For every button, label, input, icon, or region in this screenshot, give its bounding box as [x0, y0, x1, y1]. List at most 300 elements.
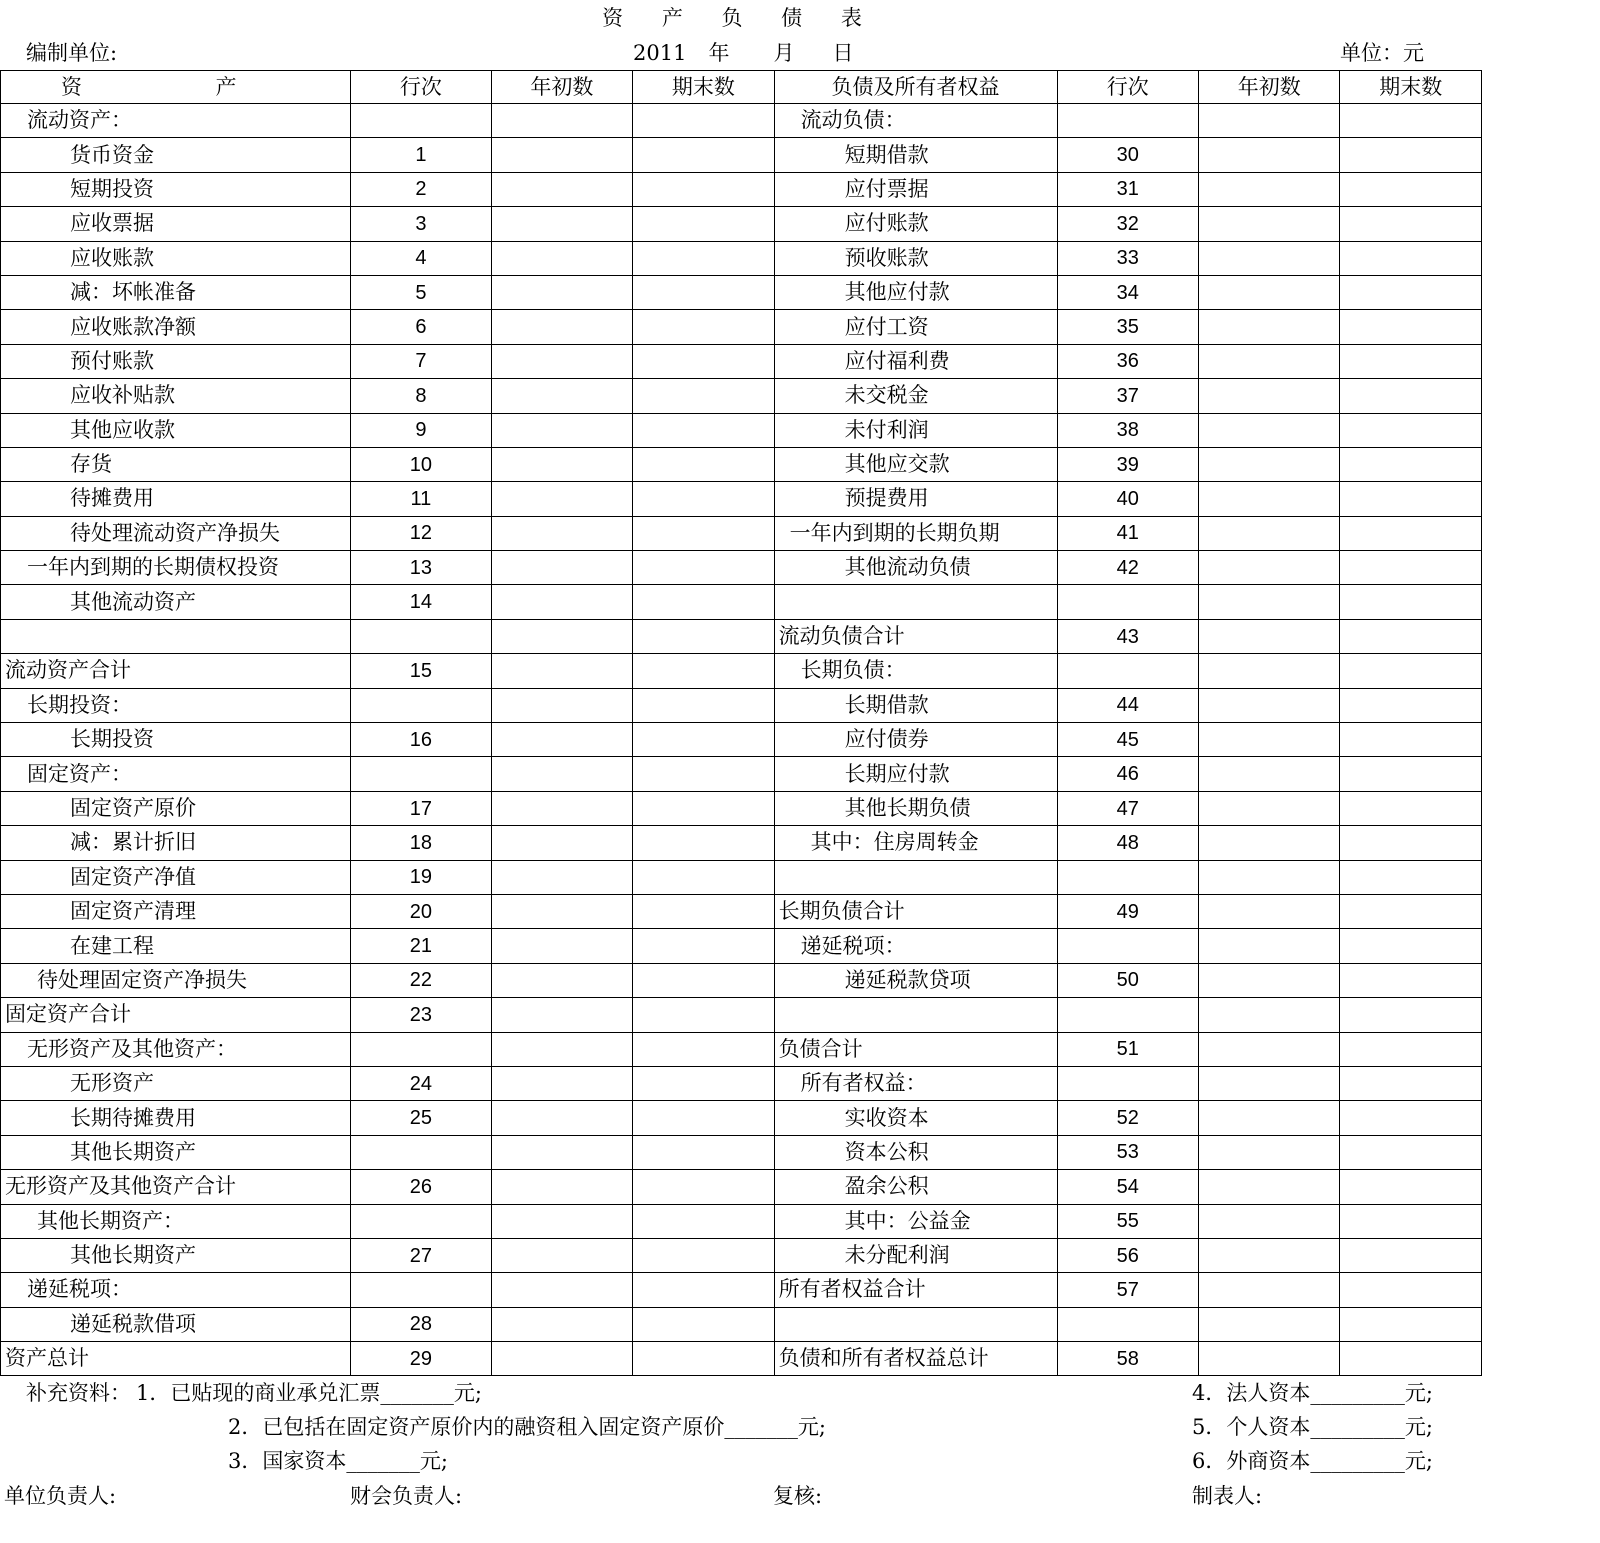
table-row [1, 757, 1482, 791]
liability-begin-value[interactable] [1199, 551, 1340, 585]
liability-begin-value[interactable] [1199, 482, 1340, 516]
liability-name: 其他流动负债 [774, 551, 1057, 585]
liability-name: 所有者权益合计 [774, 1273, 1057, 1307]
liability-name [774, 860, 1057, 894]
liability-name: 递延税款贷项 [774, 963, 1057, 997]
liability-end-value[interactable] [1340, 723, 1482, 757]
asset-row-no: 25 [351, 1101, 491, 1135]
asset-end-value[interactable] [633, 241, 774, 275]
liability-begin-value[interactable] [1199, 516, 1340, 550]
liability-begin-value[interactable] [1199, 1101, 1340, 1135]
asset-row-no: 27 [351, 1238, 491, 1272]
sign-preparer: 制表人: [1192, 1484, 1263, 1508]
asset-begin-value[interactable] [491, 1238, 632, 1272]
liability-end-value[interactable] [1340, 172, 1482, 206]
liability-name: 应付工资 [774, 310, 1057, 344]
liability-end-value[interactable] [1340, 1032, 1482, 1066]
asset-end-value[interactable] [633, 1307, 774, 1341]
liability-name: 未分配利润 [774, 1238, 1057, 1272]
asset-row-no: 26 [351, 1170, 491, 1204]
liability-begin-value[interactable] [1199, 241, 1340, 275]
liability-end-value[interactable] [1340, 826, 1482, 860]
asset-row-no: 2 [351, 172, 491, 206]
asset-name: 一年内到期的长期债权投资 [1, 551, 351, 585]
sign-reviewer: 复核: [773, 1484, 823, 1508]
liability-name: 其他应付款 [774, 275, 1057, 309]
asset-end-value[interactable] [633, 104, 774, 138]
liability-row-no [1057, 654, 1198, 688]
liability-end-value[interactable] [1340, 310, 1482, 344]
header-begin-2: 年初数 [1199, 71, 1340, 104]
liability-row-no [1057, 1307, 1198, 1341]
asset-end-value[interactable] [633, 963, 774, 997]
table-row [1, 929, 1482, 963]
asset-begin-value[interactable] [491, 551, 632, 585]
asset-name: 其他应收款 [1, 413, 351, 447]
liability-begin-value[interactable] [1199, 379, 1340, 413]
liability-begin-value[interactable] [1199, 104, 1340, 138]
liability-row-no: 44 [1057, 688, 1198, 722]
supplement-item-5: 5．个人资本_________元; [1192, 1415, 1433, 1439]
table-row [1, 138, 1482, 172]
asset-row-no: 18 [351, 826, 491, 860]
liability-row-no: 33 [1057, 241, 1198, 275]
asset-name: 待处理固定资产净损失 [1, 963, 351, 997]
supplement-item-4: 4．法人资本_________元; [1192, 1381, 1433, 1405]
liability-row-no: 48 [1057, 826, 1198, 860]
liability-end-value[interactable] [1340, 688, 1482, 722]
liability-name: 短期借款 [774, 138, 1057, 172]
header-row-no: 行次 [351, 71, 491, 104]
liability-name: 其他长期负债 [774, 791, 1057, 825]
asset-name: 在建工程 [1, 929, 351, 963]
liability-row-no: 30 [1057, 138, 1198, 172]
table-row [1, 551, 1482, 585]
asset-begin-value[interactable] [491, 791, 632, 825]
liability-end-value[interactable] [1340, 447, 1482, 481]
asset-row-no: 5 [351, 275, 491, 309]
liability-begin-value[interactable] [1199, 1238, 1340, 1272]
asset-end-value[interactable] [633, 688, 774, 722]
table-row [1, 344, 1482, 378]
asset-end-value[interactable] [633, 654, 774, 688]
org-label: 编制单位: [26, 41, 118, 65]
liability-row-no: 46 [1057, 757, 1198, 791]
asset-begin-value[interactable] [491, 516, 632, 550]
liability-end-value[interactable] [1340, 1204, 1482, 1238]
liability-end-value[interactable] [1340, 104, 1482, 138]
asset-begin-value[interactable] [491, 998, 632, 1032]
asset-begin-value[interactable] [491, 1101, 632, 1135]
asset-begin-value[interactable] [491, 929, 632, 963]
asset-row-no: 28 [351, 1307, 491, 1341]
asset-row-no [351, 1273, 491, 1307]
liability-begin-value[interactable] [1199, 894, 1340, 928]
asset-row-no: 16 [351, 723, 491, 757]
liability-end-value[interactable] [1340, 1135, 1482, 1169]
table-row [1, 1032, 1482, 1066]
table-row [1, 1101, 1482, 1135]
liability-end-value[interactable] [1340, 963, 1482, 997]
liability-end-value[interactable] [1340, 791, 1482, 825]
asset-end-value[interactable] [633, 207, 774, 241]
asset-end-value[interactable] [633, 826, 774, 860]
liability-row-no: 43 [1057, 619, 1198, 653]
liability-end-value[interactable] [1340, 1170, 1482, 1204]
asset-begin-value[interactable] [491, 860, 632, 894]
asset-row-no: 12 [351, 516, 491, 550]
asset-row-no [351, 688, 491, 722]
table-row [1, 1307, 1482, 1341]
liability-end-value[interactable] [1340, 1342, 1482, 1376]
asset-row-no: 15 [351, 654, 491, 688]
table-row [1, 379, 1482, 413]
supplement-item-1: 1．已贴现的商业承兑汇票_______元; [136, 1381, 482, 1405]
liability-row-no: 38 [1057, 413, 1198, 447]
liability-end-value[interactable] [1340, 1066, 1482, 1100]
header-liability: 负债及所有者权益 [774, 71, 1057, 104]
liability-begin-value[interactable] [1199, 585, 1340, 619]
liability-end-value[interactable] [1340, 929, 1482, 963]
liability-begin-value[interactable] [1199, 791, 1340, 825]
liability-row-no: 54 [1057, 1170, 1198, 1204]
asset-begin-value[interactable] [491, 1307, 632, 1341]
liability-name: 流动负债合计 [774, 619, 1057, 653]
asset-end-value[interactable] [633, 447, 774, 481]
table-row [1, 894, 1482, 928]
supplement-label: 补充资料： [26, 1381, 131, 1405]
liability-name: 应付福利费 [774, 344, 1057, 378]
liability-row-no: 39 [1057, 447, 1198, 481]
asset-name: 流动资产： [1, 104, 351, 138]
date-day-label: 日 [832, 41, 854, 65]
asset-end-value[interactable] [633, 860, 774, 894]
asset-begin-value[interactable] [491, 1170, 632, 1204]
liability-end-value[interactable] [1340, 585, 1482, 619]
asset-begin-value[interactable] [491, 1032, 632, 1066]
liability-begin-value[interactable] [1199, 1273, 1340, 1307]
header-end: 期末数 [633, 71, 774, 104]
asset-begin-value[interactable] [491, 723, 632, 757]
header-end-2: 期末数 [1340, 71, 1482, 104]
asset-row-no: 17 [351, 791, 491, 825]
asset-end-value[interactable] [633, 138, 774, 172]
table-row [1, 413, 1482, 447]
asset-end-value[interactable] [633, 619, 774, 653]
liability-begin-value[interactable] [1199, 1204, 1340, 1238]
liability-end-value[interactable] [1340, 894, 1482, 928]
liability-begin-value[interactable] [1199, 310, 1340, 344]
liability-row-no [1057, 1066, 1198, 1100]
asset-end-value[interactable] [633, 310, 774, 344]
liability-end-value[interactable] [1340, 241, 1482, 275]
liability-begin-value[interactable] [1199, 447, 1340, 481]
asset-end-value[interactable] [633, 482, 774, 516]
liability-row-no [1057, 929, 1198, 963]
liability-row-no: 32 [1057, 207, 1198, 241]
asset-end-value[interactable] [633, 757, 774, 791]
table-row [1, 585, 1482, 619]
asset-end-value[interactable] [633, 1101, 774, 1135]
liability-row-no: 45 [1057, 723, 1198, 757]
asset-name: 减：坏帐准备 [1, 275, 351, 309]
liability-name: 实收资本 [774, 1101, 1057, 1135]
asset-end-value[interactable] [633, 1135, 774, 1169]
asset-end-value[interactable] [633, 275, 774, 309]
asset-name: 长期待摊费用 [1, 1101, 351, 1135]
sign-unit-head: 单位负责人: [4, 1484, 117, 1508]
asset-end-value[interactable] [633, 551, 774, 585]
asset-end-value[interactable] [633, 1342, 774, 1376]
asset-end-value[interactable] [633, 379, 774, 413]
liability-begin-value[interactable] [1199, 413, 1340, 447]
asset-end-value[interactable] [633, 172, 774, 206]
liability-begin-value[interactable] [1199, 929, 1340, 963]
asset-begin-value[interactable] [491, 654, 632, 688]
liability-end-value[interactable] [1340, 1101, 1482, 1135]
asset-begin-value[interactable] [491, 1066, 632, 1100]
asset-end-value[interactable] [633, 791, 774, 825]
liability-row-no: 40 [1057, 482, 1198, 516]
liability-begin-value[interactable] [1199, 1342, 1340, 1376]
asset-begin-value[interactable] [491, 379, 632, 413]
liability-name: 一年内到期的长期负期 [774, 516, 1057, 550]
liability-row-no: 42 [1057, 551, 1198, 585]
liability-row-no [1057, 860, 1198, 894]
asset-begin-value[interactable] [491, 585, 632, 619]
liability-end-value[interactable] [1340, 757, 1482, 791]
liability-row-no: 34 [1057, 275, 1198, 309]
liability-begin-value[interactable] [1199, 275, 1340, 309]
liability-end-value[interactable] [1340, 1307, 1482, 1341]
asset-name: 应收账款净额 [1, 310, 351, 344]
liability-row-no: 49 [1057, 894, 1198, 928]
asset-name: 货币资金 [1, 138, 351, 172]
asset-begin-value[interactable] [491, 1135, 632, 1169]
liability-name: 应付债券 [774, 723, 1057, 757]
liability-begin-value[interactable] [1199, 138, 1340, 172]
table-row [1, 447, 1482, 481]
liability-name: 负债合计 [774, 1032, 1057, 1066]
asset-name: 应收补贴款 [1, 379, 351, 413]
liability-begin-value[interactable] [1199, 998, 1340, 1032]
liability-name: 长期负债合计 [774, 894, 1057, 928]
liability-end-value[interactable] [1340, 413, 1482, 447]
liability-name: 未付利润 [774, 413, 1057, 447]
header-row-no-2: 行次 [1057, 71, 1198, 104]
liability-begin-value[interactable] [1199, 826, 1340, 860]
liability-begin-value[interactable] [1199, 344, 1340, 378]
asset-begin-value[interactable] [491, 963, 632, 997]
liability-name: 所有者权益： [774, 1066, 1057, 1100]
liability-begin-value[interactable] [1199, 688, 1340, 722]
liability-begin-value[interactable] [1199, 723, 1340, 757]
asset-name: 长期投资： [1, 688, 351, 722]
liability-name: 其中：公益金 [774, 1204, 1057, 1238]
asset-row-no: 8 [351, 379, 491, 413]
liability-begin-value[interactable] [1199, 1066, 1340, 1100]
liability-begin-value[interactable] [1199, 619, 1340, 653]
asset-end-value[interactable] [633, 1273, 774, 1307]
table-row [1, 654, 1482, 688]
table-row [1, 1238, 1482, 1272]
liability-row-no: 52 [1057, 1101, 1198, 1135]
liability-begin-value[interactable] [1199, 654, 1340, 688]
liability-begin-value[interactable] [1199, 1135, 1340, 1169]
liability-end-value[interactable] [1340, 516, 1482, 550]
table-row [1, 1342, 1482, 1376]
liability-row-no: 58 [1057, 1342, 1198, 1376]
asset-begin-value[interactable] [491, 482, 632, 516]
liability-row-no: 53 [1057, 1135, 1198, 1169]
unit-label: 单位：元 [1340, 41, 1424, 65]
asset-name: 存货 [1, 447, 351, 481]
sign-finance-head: 财会负责人: [350, 1484, 463, 1508]
liability-begin-value[interactable] [1199, 963, 1340, 997]
liability-end-value[interactable] [1340, 860, 1482, 894]
asset-begin-value[interactable] [491, 172, 632, 206]
page-title: 资 产 负 债 表 [602, 6, 878, 30]
table-row [1, 791, 1482, 825]
date-month-label: 月 [773, 41, 795, 65]
asset-name: 固定资产原价 [1, 791, 351, 825]
liability-name: 长期应付款 [774, 757, 1057, 791]
asset-row-no: 9 [351, 413, 491, 447]
asset-end-value[interactable] [633, 1238, 774, 1272]
header-row [1, 71, 1482, 104]
asset-end-value[interactable] [633, 1032, 774, 1066]
liability-row-no: 35 [1057, 310, 1198, 344]
date-year-label: 年 [708, 41, 730, 65]
asset-end-value[interactable] [633, 894, 774, 928]
asset-name: 递延税款借项 [1, 1307, 351, 1341]
asset-name: 无形资产及其他资产： [1, 1032, 351, 1066]
asset-row-no: 22 [351, 963, 491, 997]
liability-name [774, 1307, 1057, 1341]
liability-name: 其中：住房周转金 [774, 826, 1057, 860]
asset-name: 固定资产净值 [1, 860, 351, 894]
liability-end-value[interactable] [1340, 654, 1482, 688]
asset-row-no [351, 1032, 491, 1066]
table-row [1, 963, 1482, 997]
asset-row-no: 7 [351, 344, 491, 378]
liability-end-value[interactable] [1340, 379, 1482, 413]
asset-begin-value[interactable] [491, 138, 632, 172]
asset-name: 资产总计 [1, 1342, 351, 1376]
asset-begin-value[interactable] [491, 826, 632, 860]
asset-name: 其他长期资产： [1, 1204, 351, 1238]
liability-begin-value[interactable] [1199, 172, 1340, 206]
asset-begin-value[interactable] [491, 1273, 632, 1307]
liability-end-value[interactable] [1340, 619, 1482, 653]
liability-begin-value[interactable] [1199, 1032, 1340, 1066]
liability-name [774, 585, 1057, 619]
liability-row-no: 57 [1057, 1273, 1198, 1307]
asset-row-no: 21 [351, 929, 491, 963]
table-row [1, 104, 1482, 138]
asset-row-no: 6 [351, 310, 491, 344]
liability-row-no: 36 [1057, 344, 1198, 378]
asset-begin-value[interactable] [491, 310, 632, 344]
liability-end-value[interactable] [1340, 344, 1482, 378]
liability-row-no: 41 [1057, 516, 1198, 550]
liability-end-value[interactable] [1340, 551, 1482, 585]
liability-end-value[interactable] [1340, 138, 1482, 172]
asset-end-value[interactable] [633, 1170, 774, 1204]
asset-begin-value[interactable] [491, 241, 632, 275]
asset-name: 其他流动资产 [1, 585, 351, 619]
asset-end-value[interactable] [633, 344, 774, 378]
asset-begin-value[interactable] [491, 1204, 632, 1238]
supplement-item-3: 3．国家资本_______元; [228, 1449, 448, 1473]
asset-row-no: 24 [351, 1066, 491, 1100]
asset-name: 递延税项： [1, 1273, 351, 1307]
asset-begin-value[interactable] [491, 104, 632, 138]
liability-row-no [1057, 104, 1198, 138]
table-row [1, 516, 1482, 550]
asset-name [1, 619, 351, 653]
asset-begin-value[interactable] [491, 894, 632, 928]
report-date [633, 43, 853, 64]
asset-begin-value[interactable] [491, 344, 632, 378]
asset-end-value[interactable] [633, 585, 774, 619]
asset-name: 应收票据 [1, 207, 351, 241]
header-begin: 年初数 [491, 71, 632, 104]
asset-end-value[interactable] [633, 413, 774, 447]
asset-name: 待摊费用 [1, 482, 351, 516]
table-row [1, 826, 1482, 860]
liability-row-no: 47 [1057, 791, 1198, 825]
asset-end-value[interactable] [633, 723, 774, 757]
asset-begin-value[interactable] [491, 447, 632, 481]
liability-begin-value[interactable] [1199, 860, 1340, 894]
asset-begin-value[interactable] [491, 207, 632, 241]
liability-end-value[interactable] [1340, 275, 1482, 309]
asset-end-value[interactable] [633, 1066, 774, 1100]
asset-end-value[interactable] [633, 1204, 774, 1238]
asset-name: 固定资产： [1, 757, 351, 791]
asset-row-no: 29 [351, 1342, 491, 1376]
liability-row-no: 55 [1057, 1204, 1198, 1238]
liability-end-value[interactable] [1340, 998, 1482, 1032]
asset-end-value[interactable] [633, 929, 774, 963]
liability-end-value[interactable] [1340, 1273, 1482, 1307]
table-row [1, 998, 1482, 1032]
asset-end-value[interactable] [633, 516, 774, 550]
liability-begin-value[interactable] [1199, 1170, 1340, 1204]
liability-end-value[interactable] [1340, 482, 1482, 516]
asset-row-no [351, 1135, 491, 1169]
liability-begin-value[interactable] [1199, 1307, 1340, 1341]
asset-begin-value[interactable] [491, 757, 632, 791]
asset-row-no: 13 [351, 551, 491, 585]
asset-end-value[interactable] [633, 998, 774, 1032]
liability-begin-value[interactable] [1199, 757, 1340, 791]
liability-end-value[interactable] [1340, 1238, 1482, 1272]
liability-begin-value[interactable] [1199, 207, 1340, 241]
asset-row-no [351, 1204, 491, 1238]
liability-name: 流动负债： [774, 104, 1057, 138]
liability-end-value[interactable] [1340, 207, 1482, 241]
asset-name: 预付账款 [1, 344, 351, 378]
asset-begin-value[interactable] [491, 413, 632, 447]
asset-name: 长期投资 [1, 723, 351, 757]
asset-begin-value[interactable] [491, 1342, 632, 1376]
asset-begin-value[interactable] [491, 619, 632, 653]
asset-begin-value[interactable] [491, 275, 632, 309]
asset-row-no: 4 [351, 241, 491, 275]
asset-begin-value[interactable] [491, 688, 632, 722]
